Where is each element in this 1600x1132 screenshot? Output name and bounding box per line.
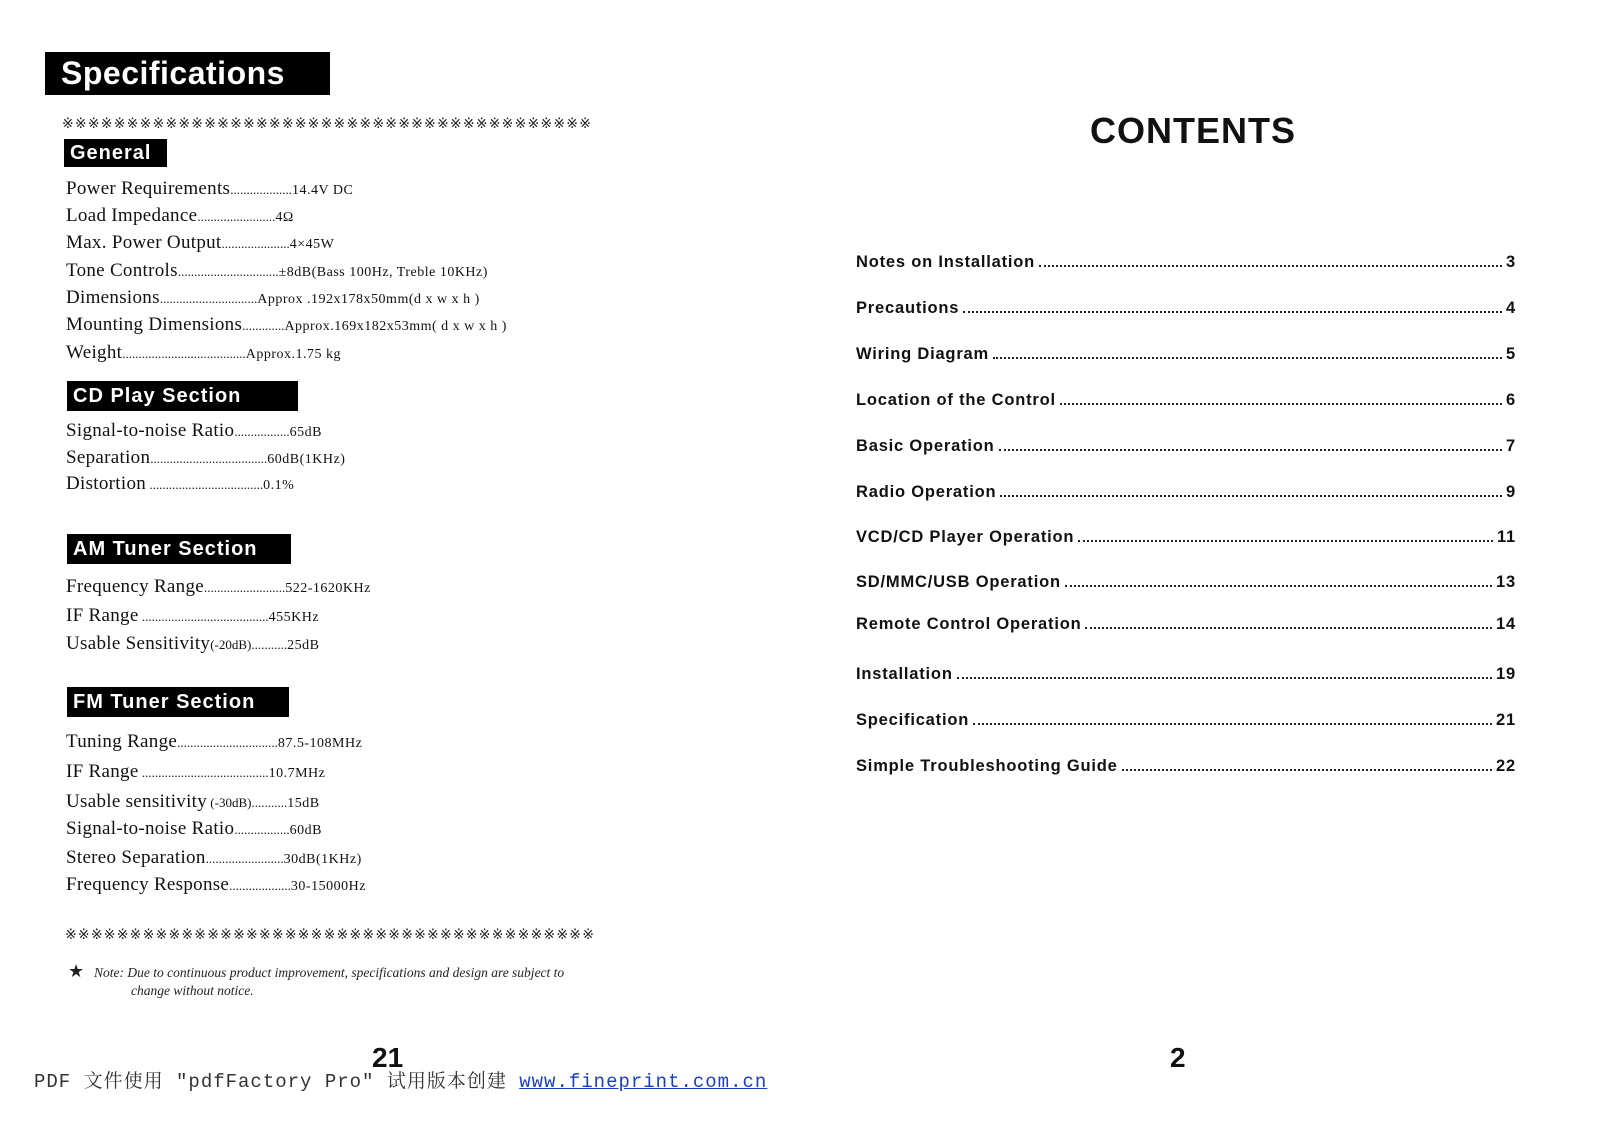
star-icon: ★ [68, 961, 85, 981]
spec-row: Frequency Response...................30-15000Hz [66, 874, 366, 895]
spec-row: Separation....................................60dB(1KHz) [66, 447, 346, 468]
footer-text: PDF 文件使用 "pdfFactory Pro" 试用版本创建 [34, 1071, 520, 1093]
specifications-title: Specifications [45, 52, 330, 95]
spec-row: Signal-to-noise Ratio.................65dB [66, 420, 322, 441]
spec-row: IF Range .......................................455KHz [66, 605, 320, 626]
spec-row: Usable sensitivity (-30dB)...........15dB [66, 791, 320, 812]
spec-row: IF Range .......................................10.7MHz [66, 761, 326, 782]
spec-row: Dimensions..............................Approx .192x178x50mm(d x w x h ) [66, 287, 480, 308]
section-heading-cd-play: CD Play Section [67, 381, 298, 411]
dot-leader [1085, 627, 1492, 629]
star-divider-top: ※※※※※※※※※※※※※※※※※※※※※※※※※※※※※※※※※※※※※※※※※ [62, 116, 593, 132]
section-heading-am-tuner: AM Tuner Section [67, 534, 291, 564]
dot-leader [1000, 495, 1502, 497]
spec-row: Stereo Separation........................30dB(1KHz) [66, 847, 362, 868]
spec-row: Power Requirements...................14.4V DC [66, 178, 354, 199]
footer-link[interactable]: www.fineprint.com.cn [519, 1071, 768, 1093]
toc-entry[interactable]: SD/MMC/USB Operation 13 [856, 573, 1516, 591]
spec-row: Weight......................................Approx.1.75 kg [66, 342, 341, 363]
toc-entry[interactable]: Simple Troubleshooting Guide 22 [856, 757, 1516, 775]
dot-leader [957, 677, 1492, 679]
toc-entry[interactable]: Precautions 4 [856, 299, 1516, 317]
spec-row: Load Impedance........................4Ω [66, 205, 294, 226]
spec-row: Signal-to-noise Ratio.................60dB [66, 818, 322, 839]
dot-leader [1122, 769, 1492, 771]
toc-entry[interactable]: Location of the Control 6 [856, 391, 1516, 409]
pdf-footer [34, 1066, 767, 1093]
dot-leader [999, 449, 1502, 451]
spec-row: Tuning Range...............................87.5-108MHz [66, 731, 363, 752]
note-line-1: Note: Due to continuous product improvement, specifications and design are subject to [94, 965, 565, 980]
section-heading-fm-tuner: FM Tuner Section [67, 687, 289, 717]
dot-leader [1060, 403, 1502, 405]
toc-entry[interactable]: Installation 19 [856, 665, 1516, 683]
toc-entry[interactable]: Basic Operation 7 [856, 437, 1516, 455]
page-number-right: 2 [1170, 1042, 1186, 1073]
page-number-left: 21 [372, 1042, 404, 1073]
spec-row: Max. Power Output.....................4×45W [66, 232, 335, 253]
spec-row: Usable Sensitivity(-20dB)...........25dB [66, 633, 320, 654]
toc-entry[interactable]: VCD/CD Player Operation 11 [856, 528, 1516, 546]
dot-leader [1039, 265, 1502, 267]
section-heading-general: General [64, 139, 167, 167]
spec-row: Frequency Range.........................522-1620KHz [66, 576, 371, 597]
toc-entry[interactable]: Wiring Diagram 5 [856, 345, 1516, 363]
toc-entry[interactable]: Remote Control Operation 14 [856, 615, 1516, 633]
contents-title: CONTENTS [1090, 110, 1296, 151]
dot-leader [973, 723, 1492, 725]
spec-row: Mounting Dimensions.............Approx.169x182x53mm( d x w x h ) [66, 314, 507, 335]
spec-row: Distortion ...................................0.1% [66, 473, 295, 494]
toc-entry[interactable]: Notes on Installation 3 [856, 253, 1516, 271]
toc-entry[interactable]: Radio Operation 9 [856, 483, 1516, 501]
dot-leader [1065, 585, 1492, 587]
dot-leader [993, 357, 1502, 359]
dot-leader [963, 311, 1502, 313]
star-divider-bottom: ※※※※※※※※※※※※※※※※※※※※※※※※※※※※※※※※※※※※※※※※※ [65, 927, 596, 943]
spec-row: Tone Controls...............................±8dB(Bass 100Hz, Treble 10KHz) [66, 260, 488, 281]
toc-entry[interactable]: Specification 21 [856, 711, 1516, 729]
dot-leader [1078, 540, 1493, 542]
note-line-2: change without notice. [131, 983, 254, 998]
